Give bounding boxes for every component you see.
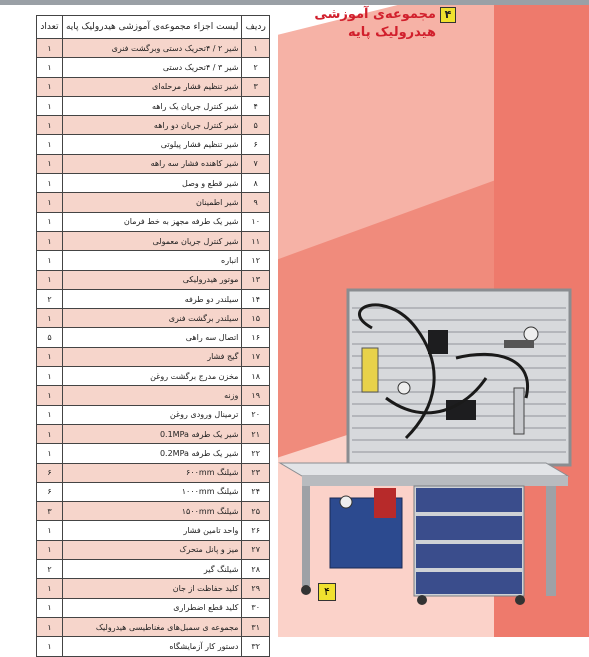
row-number-cell: ۲۹ [242,579,270,598]
row-number-cell: ۲۷ [242,540,270,559]
table-row [37,347,270,366]
row-number-cell: ۱۶ [242,328,270,347]
quantity-cell: ۱ [37,193,63,212]
quantity-cell: ۱ [37,309,63,328]
component-name-cell: شیر یک طرفه مجهز به خط فرمان [62,212,241,231]
table-body [37,39,270,657]
quantity-cell: ۶ [37,463,63,482]
quantity-cell: ۵ [37,328,63,347]
table-row [37,77,270,96]
row-number-cell: ۴ [242,96,270,115]
header-row-number: ردیف [242,16,270,39]
row-number-cell: ۱ [242,39,270,58]
row-number-cell: ۷ [242,154,270,173]
table-row [37,231,270,250]
quantity-cell: ۱ [37,96,63,115]
table-header-row [37,16,270,39]
table-row [37,463,270,482]
table-row [37,270,270,289]
row-number-cell: ۱۳ [242,270,270,289]
row-number-cell: ۲۸ [242,560,270,579]
quantity-cell: ۱ [37,617,63,636]
row-number-cell: ۳۰ [242,598,270,617]
table-row [37,309,270,328]
table-row [37,424,270,443]
quantity-cell: ۱ [37,251,63,270]
top-rule [0,0,589,5]
heading-line-2: هیدرولیک پایه [348,25,436,40]
table-row [37,193,270,212]
table-row [37,289,270,308]
table-row [37,444,270,463]
quantity-cell: ۱ [37,598,63,617]
component-name-cell: شیر ۳ / ۴تحریک دستی [62,58,241,77]
row-number-cell: ۲۰ [242,405,270,424]
quantity-cell: ۱ [37,212,63,231]
table-row [37,212,270,231]
quantity-cell: ۱ [37,579,63,598]
component-name-cell: شیلنگ ۱۵۰۰mm [62,502,241,521]
component-name-cell: شیر یک طرفه 0.1MPa [62,424,241,443]
component-name-cell: اتصال سه راهی [62,328,241,347]
quantity-cell: ۱ [37,540,63,559]
row-number-cell: ۳۱ [242,617,270,636]
table-row [37,39,270,58]
component-name-cell: سیلندر دو طرفه [62,289,241,308]
quantity-cell: ۱ [37,116,63,135]
row-number-cell: ۲۴ [242,482,270,501]
header-component-name: لیست اجزاء مجموعه‌ی آموزشی هیدرولیک پایه [62,16,241,39]
table-row [37,637,270,656]
table-row [37,482,270,501]
component-name-cell: وزنه [62,386,241,405]
row-number-cell: ۱۵ [242,309,270,328]
row-number-cell: ۲ [242,58,270,77]
table-row [37,116,270,135]
table-row [37,617,270,636]
table-row [37,154,270,173]
component-name-cell: مجموعه ی سمبل‌های مغناطیسی هیدرولیک [62,617,241,636]
quantity-cell: ۱ [37,39,63,58]
component-name-cell: شیر کنترل جریان معمولی [62,231,241,250]
table-row [37,386,270,405]
quantity-cell: ۱ [37,231,63,250]
quantity-cell: ۱ [37,424,63,443]
row-number-cell: ۵ [242,116,270,135]
row-number-cell: ۱۲ [242,251,270,270]
component-name-cell: شیلنگ ۶۰۰mm [62,463,241,482]
row-number-cell: ۶ [242,135,270,154]
component-name-cell: شیر کنترل جریان یک راهه [62,96,241,115]
quantity-cell: ۱ [37,270,63,289]
component-name-cell: شیلنگ ۱۰۰۰mm [62,482,241,501]
row-number-cell: ۱۴ [242,289,270,308]
quantity-cell: ۱ [37,135,63,154]
table-row [37,174,270,193]
table-row [37,96,270,115]
row-number-cell: ۲۵ [242,502,270,521]
header-quantity: تعداد [37,16,63,39]
quantity-cell: ۲ [37,289,63,308]
row-number-cell: ۳ [242,77,270,96]
quantity-cell: ۳ [37,502,63,521]
table-row [37,251,270,270]
component-name-cell: شیلنگ گیر [62,560,241,579]
table-row [37,502,270,521]
row-number-cell: ۱۷ [242,347,270,366]
component-name-cell: کلید حفاظت از جان [62,579,241,598]
component-name-cell: ترمینال ورودی روغن [62,405,241,424]
table-row [37,560,270,579]
component-name-cell: موتور هیدرولیکی [62,270,241,289]
table-row [37,521,270,540]
component-name-cell: شیر تنظیم فشار پیلوتی [62,135,241,154]
quantity-cell: ۱ [37,521,63,540]
hydraulic-trainer-image [276,288,576,608]
table-row [37,135,270,154]
row-number-cell: ۱۹ [242,386,270,405]
component-name-cell: شیر کاهنده فشار سه راهه [62,154,241,173]
heading-line-1: مجموعه‌ی آموزشی [314,7,436,22]
component-name-cell: گیج فشار [62,347,241,366]
quantity-cell: ۱ [37,444,63,463]
component-name-cell: مخزن مدرج برگشت روغن [62,367,241,386]
table-row [37,405,270,424]
component-name-cell: واحد تامین فشار [62,521,241,540]
component-name-cell: دستور کار آزمایشگاه [62,637,241,656]
row-number-cell: ۸ [242,174,270,193]
table-row [37,540,270,559]
component-name-cell: شیر ۲ / ۴تحریک دستی وبرگشت فنری [62,39,241,58]
component-name-cell: شیر یک طرفه 0.2MPa [62,444,241,463]
row-number-cell: ۲۳ [242,463,270,482]
table-row [37,598,270,617]
component-name-cell: شیر کنترل جریان دو راهه [62,116,241,135]
photo-number-badge: ۴ [318,583,336,601]
components-table [36,15,270,657]
component-name-cell: انباره [62,251,241,270]
component-name-cell: کلید قطع اضطراری [62,598,241,617]
row-number-cell: ۲۶ [242,521,270,540]
quantity-cell: ۱ [37,637,63,656]
row-number-cell: ۱۸ [242,367,270,386]
component-name-cell: شیر قطع و وصل [62,174,241,193]
component-name-cell: سیلندر برگشت فنری [62,309,241,328]
component-name-cell: میز و پانل متحرک [62,540,241,559]
row-number-cell: ۳۲ [242,637,270,656]
quantity-cell: ۱ [37,405,63,424]
table-row [37,367,270,386]
row-number-cell: ۱۰ [242,212,270,231]
component-name-cell: شیر اطمینان [62,193,241,212]
row-number-cell: ۲۲ [242,444,270,463]
table-row [37,579,270,598]
row-number-cell: ۱۱ [242,231,270,250]
quantity-cell: ۱ [37,367,63,386]
component-name-cell: شیر تنظیم فشار مرحله‌ای [62,77,241,96]
quantity-cell: ۱ [37,174,63,193]
row-number-cell: ۹ [242,193,270,212]
section-number-badge: ۴ [440,7,456,23]
quantity-cell: ۱ [37,347,63,366]
table-row [37,328,270,347]
section-heading [306,6,456,42]
quantity-cell: ۶ [37,482,63,501]
quantity-cell: ۱ [37,58,63,77]
quantity-cell: ۲ [37,560,63,579]
row-number-cell: ۲۱ [242,424,270,443]
quantity-cell: ۱ [37,77,63,96]
table-row [37,58,270,77]
quantity-cell: ۱ [37,386,63,405]
quantity-cell: ۱ [37,154,63,173]
